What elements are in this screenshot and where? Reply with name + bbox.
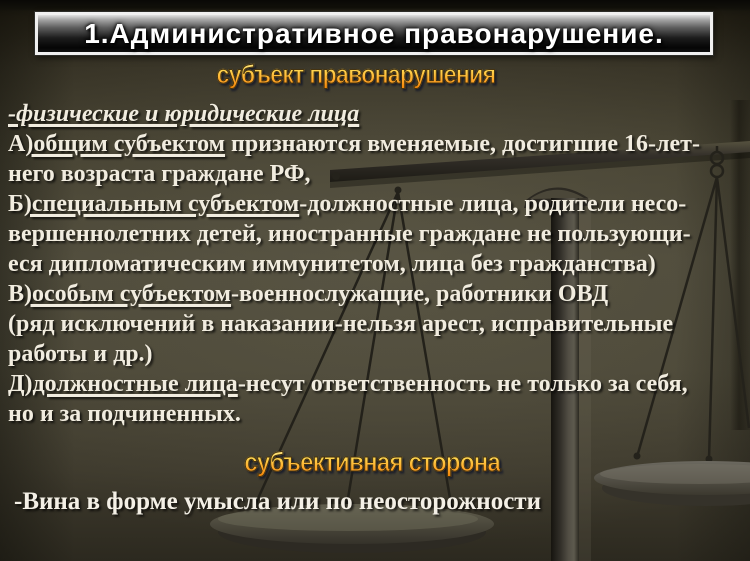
- body-segment: вершеннолетних детей, иностранные граждане не пользующи-: [8, 221, 691, 247]
- body-segment: работы и др.): [8, 341, 153, 367]
- body-segment: еся дипломатическим иммунитетом, лица без гражданства): [8, 251, 656, 277]
- body-segment: )особым субъектом: [24, 281, 232, 307]
- body-segment: -военнослужащие, работники ОВД: [231, 281, 609, 307]
- body-line: [8, 99, 750, 129]
- body-segment: -должностные лица, родители несо-: [299, 191, 687, 217]
- body-text: [8, 99, 750, 429]
- slide-title-bar: [35, 12, 713, 55]
- body-segment: Д: [8, 371, 25, 397]
- body-line: [8, 309, 750, 339]
- body-segment: )должностные лица: [24, 371, 238, 397]
- body-line: [8, 369, 750, 399]
- body-segment: него возраста граждане РФ,: [8, 161, 311, 187]
- guilt-form-line: -Вина в форме умысла или по неосторожности: [14, 488, 541, 515]
- body-line: [8, 219, 750, 249]
- body-segment: (ряд исключений в наказании-нельзя арест, исправительные: [8, 311, 674, 337]
- body-line: [8, 189, 750, 219]
- slide-title: 1.Административное правонарушение.: [84, 17, 664, 49]
- body-segment: признаются вменяемые, достигшие 16-лет-: [225, 131, 700, 157]
- body-segment: но и за подчиненных.: [8, 401, 241, 427]
- body-segment: )специальным субъектом: [23, 191, 300, 217]
- body-line: [8, 159, 750, 189]
- body-line: [8, 129, 750, 159]
- body-line: [8, 249, 750, 279]
- body-segment: Б: [8, 191, 24, 217]
- body-segment: -несут ответственность не только за себя,: [237, 371, 688, 397]
- body-line: [8, 279, 750, 309]
- body-segment: )общим субъектом: [25, 131, 226, 157]
- body-segment: -физические и юридические лица: [8, 101, 360, 127]
- body-segment: А: [8, 131, 26, 157]
- body-segment: В: [8, 281, 25, 307]
- body-line: [8, 399, 750, 429]
- body-line: [8, 339, 750, 369]
- section-heading-subject: субъект правонарушения: [216, 59, 496, 89]
- section-heading-subjective-side: субъективная сторона: [244, 447, 500, 477]
